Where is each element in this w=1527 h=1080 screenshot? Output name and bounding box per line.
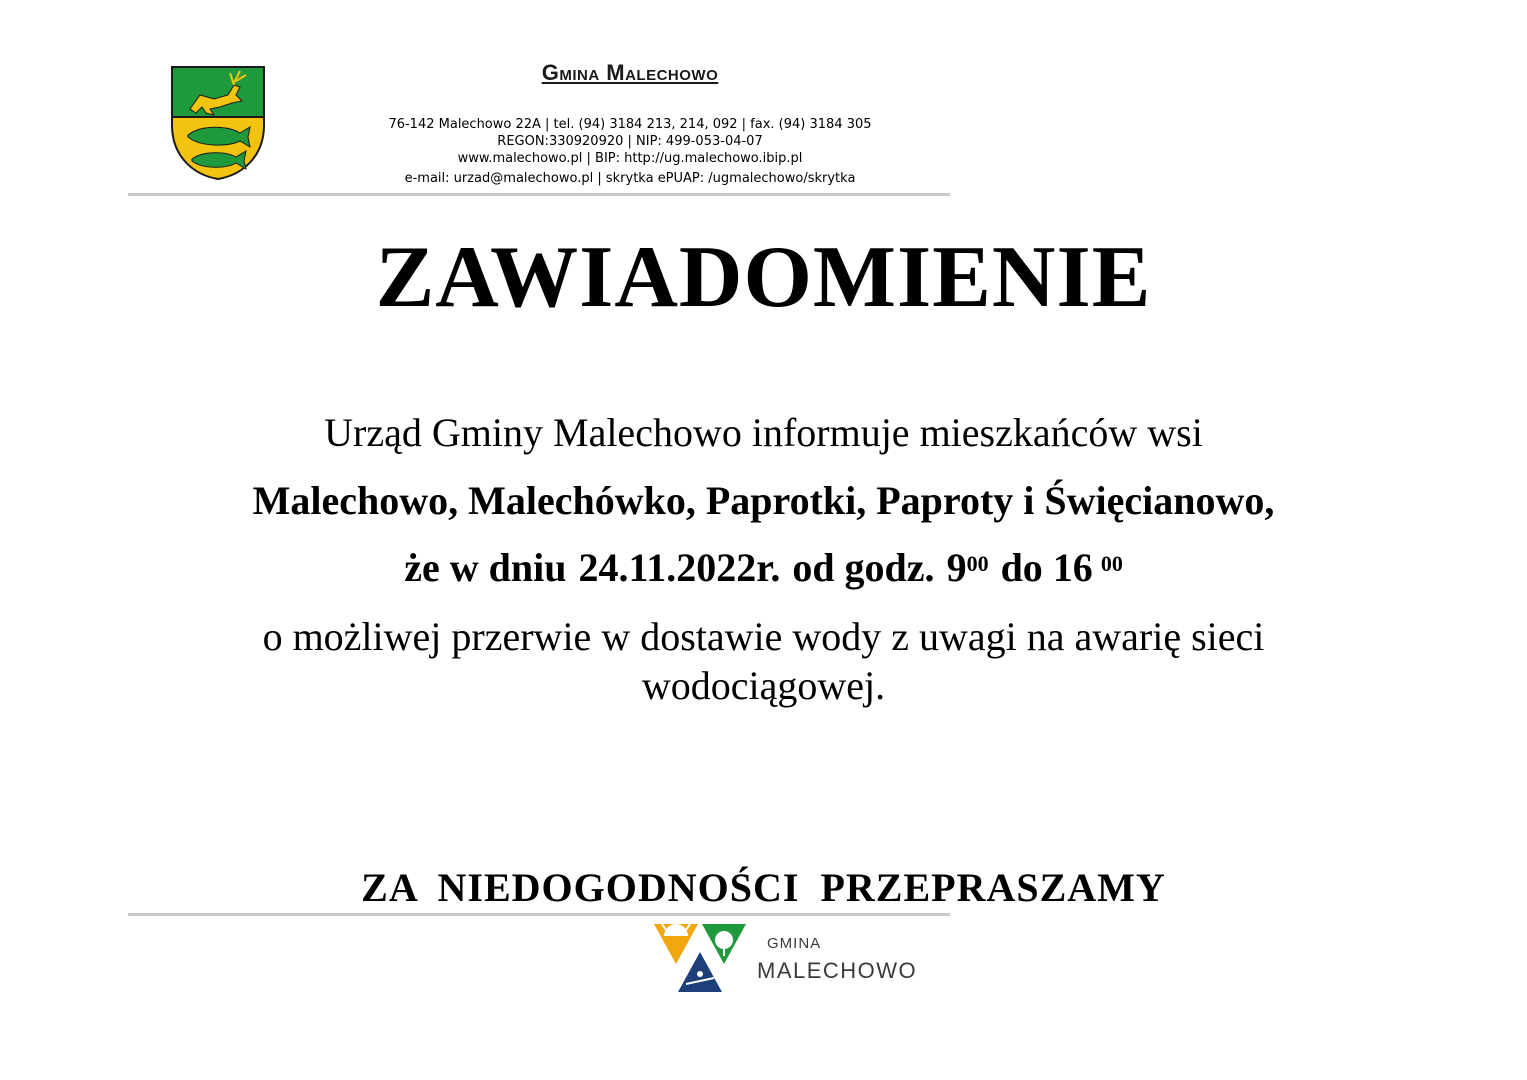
contact-email: e-mail: urzad@malechowo.pl | skrytka ePUAP: /ugmalechowo/skrytka (404, 171, 856, 186)
org-name: Gmina Malechowo (541, 60, 719, 85)
from-hour: 9 (946, 545, 967, 590)
notice-line-1: Urząd Gminy Malechowo informuje mieszkańców wsi (324, 410, 1203, 455)
gmina-logo-icon (652, 922, 748, 994)
notice-title: ZAWIADOMIENIE (375, 229, 1152, 326)
header-divider (128, 193, 950, 196)
date-prefix: że w dniu (404, 545, 567, 590)
logo-text-big: MALECHOWO (757, 958, 918, 983)
notice-date: 24.11.2022r. (578, 545, 781, 590)
from-minutes: 00 (966, 551, 989, 576)
coat-of-arms-icon (170, 65, 266, 181)
from-label: od godz. (792, 545, 935, 590)
contact-web: www.malechowo.pl | BIP: http://ug.malechowo.ibip.pl (457, 151, 803, 166)
footer-divider (128, 913, 950, 916)
to-minutes: 00 (1100, 551, 1123, 576)
notice-date-time (0, 544, 1527, 592)
contact-registry: REGON:330920920 | NIP: 499-053-04-07 (497, 134, 763, 149)
logo-text-small: GMINA (767, 935, 822, 952)
apology-text: ZA NIEDOGODNOŚCI PRZEPRASZAMY (361, 865, 1166, 910)
notice-villages: Malechowo, Malechówko, Paprotki, Paproty i Święcianowo, (252, 478, 1275, 523)
to-label: do 16 (1000, 545, 1093, 590)
notice-line-5: wodociągowej. (641, 663, 886, 708)
notice-line-4: o możliwej przerwie w dostawie wody z uwagi na awarię sieci (262, 614, 1265, 659)
contact-address: 76-142 Malechowo 22A | tel. (94) 3184 213, 214, 092 | fax. (94) 3184 305 (388, 117, 872, 132)
